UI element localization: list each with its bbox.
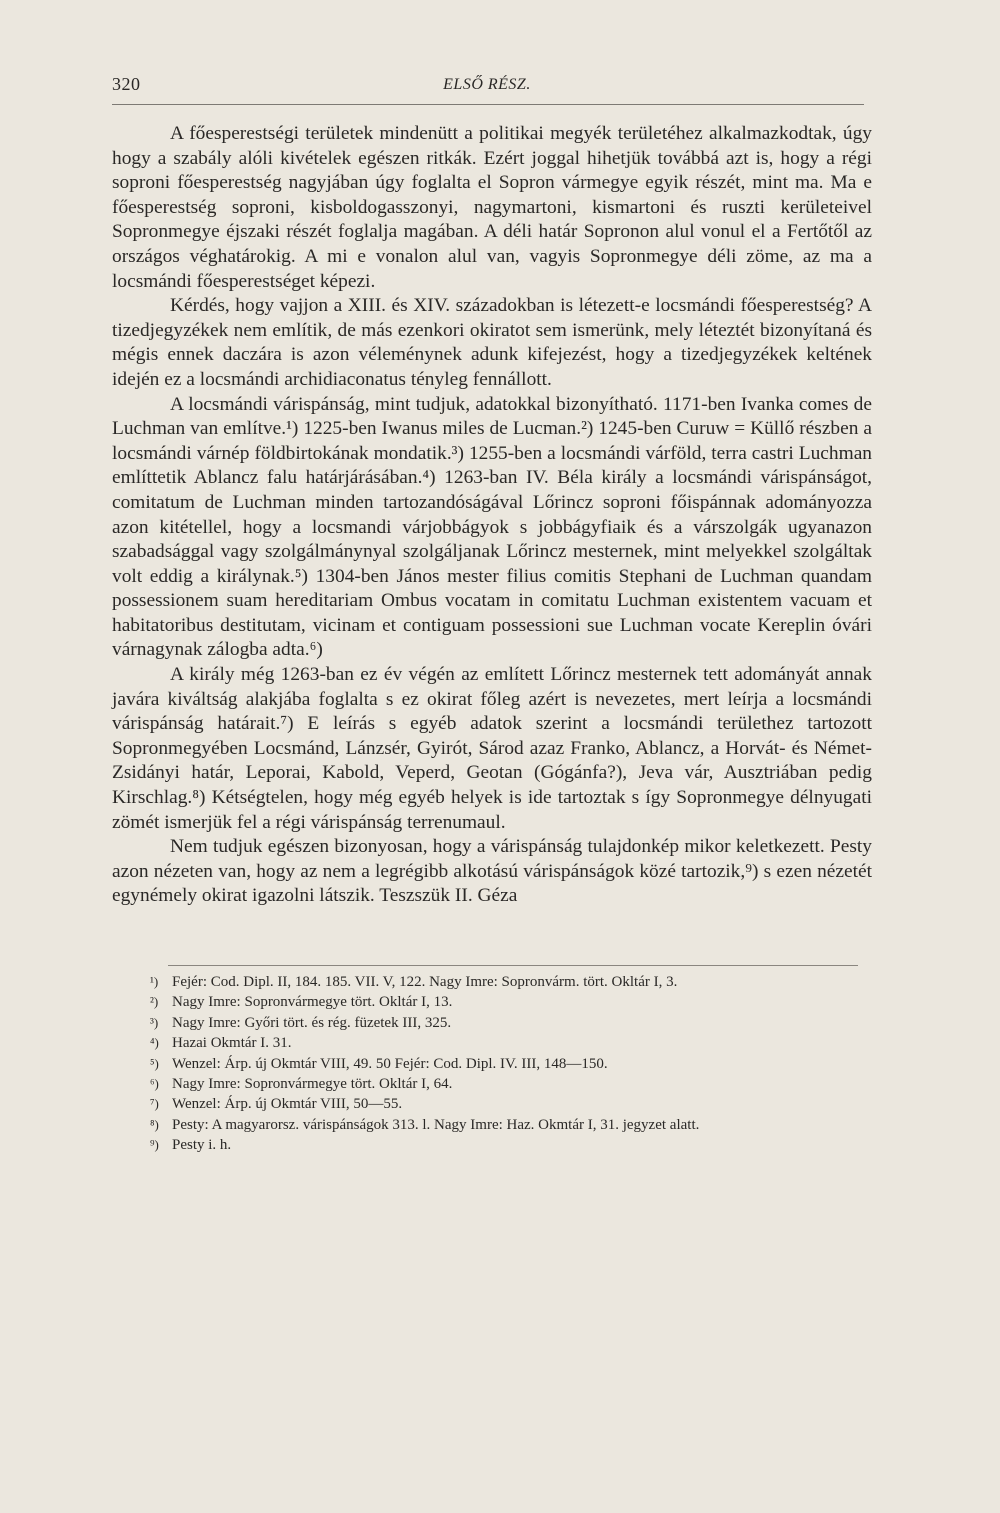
paragraph: A király még 1263-ban ez év végén az említett Lőrincz mesternek tett adományát annak javára kiváltság alakjába foglalta s ez okirat főleg azért is nevezetes, mert leírja a locsmándi várispánság határait.⁷) E leírás s egyéb adatok szerint a locsmándi területhez tartozott Sopronmegyében Locsmánd, Lánzsér, Gyirót, Sárod azaz Franko, Ablancz, a Horvát- és Német-Zsidányi határ, Leporai, Kabold, Veperd, Geotan (Gógánfa?), Jeva vár, Ausztriában pedig Kirschlag.⁸) Kétségtelen, hogy még egyéb helyek is ide tartoztak s így Sopronmegye délnyugati zömét ismerjük fel a régi várispánság terrenumaul. [112,664,872,833]
footnote [150,1135,870,1155]
footnote-text: Pesty: A magyarorsz. várispánságok 313. l. Nagy Imre: Haz. Okmtár I, 31. jegyzet alatt. [172,1116,700,1133]
footnote-text: Nagy Imre: Győri tört. és rég. füzetek III, 325. [172,1014,452,1031]
header-rule [112,104,864,105]
footnotes [150,972,870,1156]
body-text [112,122,872,909]
footnote [150,1033,870,1053]
footnote-mark: ⁴) [150,1035,159,1051]
footnote-mark: ⁸) [150,1116,159,1132]
footnote-mark: ²) [150,994,159,1010]
footnote-mark: ⁶) [150,1076,159,1092]
footnote [150,1094,870,1114]
footnote-rule [168,965,858,966]
footnote-text: Hazai Okmtár I. 31. [172,1035,292,1052]
page-number: 320 [112,74,141,94]
paragraph: A locsmándi várispánság, mint tudjuk, adatokkal bizonyítható. 1171-ben Ivanka comes de Luchman van említve.¹) 1225-ben Iwanus miles de Lucman.²) 1245-ben Curuw = Küllő részben a locsmándi várnép földbirtokának mondatik.³) 1255-ben a locsmándi várföld, terra castri Luchman említtetik Ablancz falu határjárásában.⁴) 1263-ban IV. Béla király a locsmándi várispánságot, comitatum de Luchman minden tartozandóságával Lőrincz soproni főispánnak adományozza azon kitétellel, hogy a locsmandi várjobbágyok s jobbágyfiaik és a várszolgák ugyanazon szabadsággal vagy szolgálmánynyal szolgáljanak Lőrincz mesternek, mint melyekkel szolgáltak volt eddig a királynak.⁵) 1304-ben János mester filius comitis Stephani de Luchman quandam possessionem suam hereditariam Ombus vocatam in comitatu Luchman existentem vacuam et habitatoribus destitutam, vicinam et contiguam possessioni sue Luchman vocate Kereplin óvári várnagynak zálogba adta.⁶) [112,393,872,661]
paragraph: Nem tudjuk egészen bizonyosan, hogy a várispánság tulajdonkép mikor keletkezett. Pesty azon nézeten van, hogy az nem a legrégibb alkotású várispánságok közé tartozik,⁹) s ezen nézetét egynémely okirat igazolni látszik. Teszszük II. Géza [112,836,872,907]
footnote [150,1013,870,1033]
footnote-mark: ¹) [150,974,159,989]
footnote [150,972,870,992]
footnote-mark: ³) [150,1014,159,1030]
footnote-mark: ⁷) [150,1096,159,1112]
footnote-text: Pesty i. h. [172,1137,232,1154]
footnote [150,1115,870,1135]
footnote-text: Fejér: Cod. Dipl. II, 184. 185. VII. V, 122. Nagy Imre: Sopronvárm. tört. Okltár I, 3. [172,974,678,990]
running-title: ELSŐ RÉSZ. [443,76,531,93]
footnote-text: Nagy Imre: Sopronvármegye tört. Okltár I, 13. [172,994,453,1011]
footnote [150,1074,870,1094]
page-header [112,70,862,104]
footnote-mark: ⁵) [150,1055,159,1071]
footnote [150,992,870,1012]
footnote [150,1054,870,1074]
footnote-text: Wenzel: Árp. új Okmtár VIII, 50—55. [172,1096,403,1113]
footnote-text: Wenzel: Árp. új Okmtár VIII, 49. 50 Fejér: Cod. Dipl. IV. III, 148—150. [172,1055,608,1072]
footnote-mark: ⁹) [150,1137,159,1153]
footnote-text: Nagy Imre: Sopronvármegye tört. Okltár I, 64. [172,1076,453,1093]
paragraph: A főesperestségi területek mindenütt a politikai megyék területéhez alkalmazkodtak, úgy hogy a szabály alóli kivételek egészen ritkák. Ezért joggal hihetjük továbbá azt is, hogy a régi soproni főesperestség nagyjában úgy foglalta el Sopron vármegye egyik részét, mint ma. Ma e főesperestség soproni, kisboldogasszonyi, nagymartoni, kismartoni és ruszti kerületeivel Sopronmegye éjszaki részét foglalja magában. A déli határ Sopronon alul vonul el a Fertőtől az országos véghatárokig. A mi e vonalon alul van, vagyis Sopronmegye déli zöme, az ma a locsmándi főesperestséget képezi. [112,123,872,292]
paragraph: Kérdés, hogy vajjon a XIII. és XIV. századokban is létezett-e locsmándi főesperestség? A tizedjegyzékek nem említik, de más ezenkori okiratot sem ismerünk, mely léteztét bizonyítaná és mégis ennek daczára is azon véleménynek adunk kifejezést, hogy a tizedjegyzékek keltének idején ez a locsmándi archidiaconatus tényleg fennállott. [112,295,872,390]
